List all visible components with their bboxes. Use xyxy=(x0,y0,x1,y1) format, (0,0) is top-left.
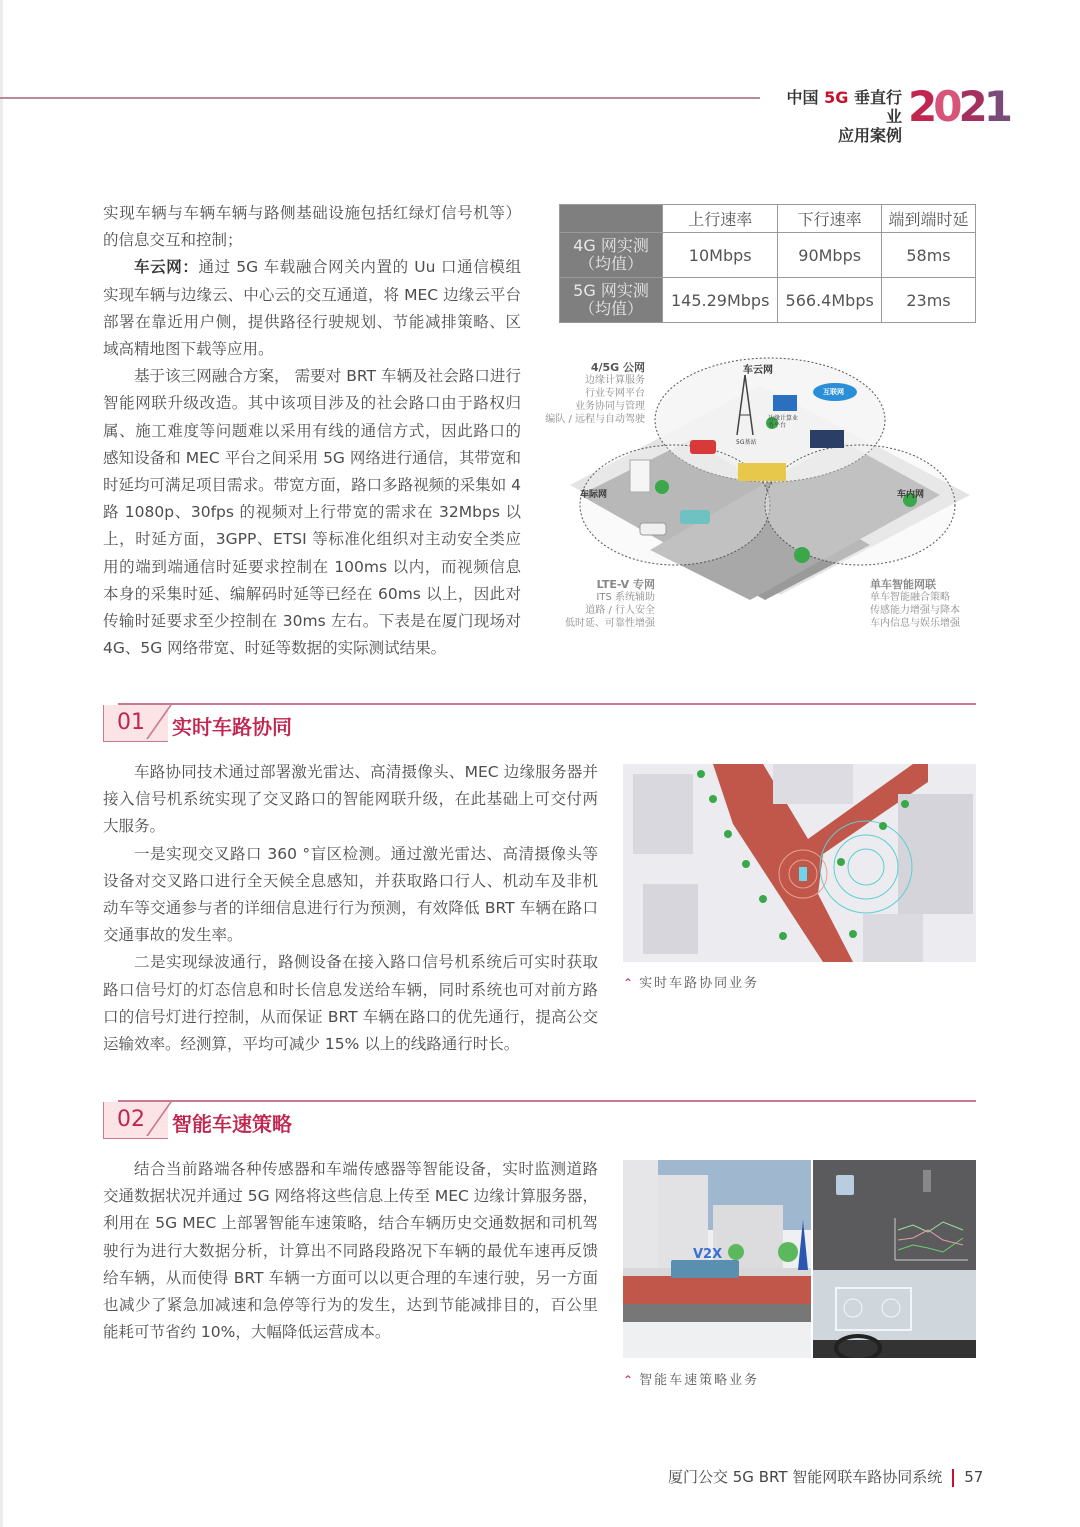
public-net-title: 4/5G 公网 xyxy=(590,361,645,374)
single-vehicle-label xyxy=(870,578,980,630)
year-digit: 1 xyxy=(983,82,1009,131)
section-2-image xyxy=(623,1160,976,1358)
single-vehicle-title: 单车智能网联 xyxy=(870,578,936,591)
tree-icon xyxy=(837,858,845,866)
caption-chevron-icon: ⌃ xyxy=(623,1373,634,1387)
tree-icon xyxy=(778,1242,798,1262)
section-1-caption xyxy=(623,972,759,991)
public-net-label xyxy=(540,361,645,426)
section-2-number: 02 xyxy=(117,1107,145,1132)
table-cell: 90Mbps xyxy=(778,233,882,278)
in-vehicle-net-circle xyxy=(765,445,955,565)
in-vehicle-net-label: 车内网 xyxy=(897,490,925,500)
network-diagram xyxy=(540,345,980,635)
base-station-label: 5G基站 xyxy=(736,439,757,446)
page-footer xyxy=(668,1466,983,1487)
year-digit: 2 xyxy=(908,82,934,131)
table-header: 上行速率 xyxy=(663,205,778,233)
title-line2: 应用案例 xyxy=(837,126,902,145)
bus xyxy=(738,463,786,481)
year-digit: 0 xyxy=(933,82,959,131)
row-header-line: （均值） xyxy=(578,254,643,273)
building xyxy=(863,914,923,962)
row-header xyxy=(560,233,663,278)
section-2-paragraph: 结合当前路端各种传感器和车端传感器等智能设备，实时监测道路交通数据状况并通过 5G 网络将这些信息上传至 MEC 边缘计算服务器，利用在 5G MEC 上部署智能车速策略，结合车辆历史交通数据和司机驾驶行为进行大数据分析，计算出不同路段路况下车辆的最优车速再反馈给车辆，从而使得 BRT 车辆一方面可以以更合理的车速行驶，另一方面也减少了紧急加减速和急停等行为的发生，达到节能减排目的，百公里能耗可节省约 10%，大幅降低运营成本。 xyxy=(103,1160,598,1342)
publication-title xyxy=(772,88,902,145)
tree-icon xyxy=(697,770,705,778)
road-edge xyxy=(623,1304,811,1322)
building xyxy=(773,764,853,804)
brt-lane xyxy=(623,1276,811,1304)
section-1-title: 实时车路协同 xyxy=(172,715,292,739)
public-net-line: 边缘计算服务 xyxy=(585,375,645,386)
page-number: 57 xyxy=(964,1468,984,1486)
server-icon xyxy=(773,395,797,411)
section-2-text xyxy=(103,1156,598,1346)
section-2-caption xyxy=(623,1369,759,1388)
lte-v-label xyxy=(540,578,655,630)
building xyxy=(898,794,973,914)
public-net-line: 编队 / 远程与自动驾驶 xyxy=(545,414,645,425)
intro-paragraph-2 xyxy=(103,254,521,363)
bus-marker xyxy=(799,867,807,881)
lte-v-line: 低时延、可靠性增强 xyxy=(565,618,655,629)
v2v-net-label: 车际网 xyxy=(580,490,608,500)
table-cell: 145.29Mbps xyxy=(663,278,778,323)
caption-text: 智能车速策略业务 xyxy=(639,1373,760,1388)
single-vehicle-line: 传感能力增强与降本 xyxy=(870,605,960,616)
tree-icon xyxy=(742,860,750,868)
caption-chevron-icon: ⌃ xyxy=(623,976,634,990)
page-edge xyxy=(0,0,3,1527)
section-1-paragraph: 一是实现交叉路口 360 °盲区检测。通过激光雷达、高清摄像头等设备对交叉路口进行全天候全息感知，并获取路口行人、机动车及非机动车等交通参与者的详细信息进行行为预测，有效降低 BRT 车辆在路口交通事故的发生率。 xyxy=(103,844,598,945)
section-1-paragraph: 车路协同技术通过部署激光雷达、高清摄像头、MEC 边缘服务器并接入信号机系统实现了交叉路口的智能网联升级，在此基础上可交付两大服务。 xyxy=(103,763,598,836)
truck xyxy=(810,430,844,448)
cloud-net-text: 通过 5G 车载融合网关内置的 Uu 口通信模组实现车辆与边缘云、中心云的交互通道，将 MEC 边缘云平台部署在靠近用户侧，提供路径行驶规划、节能减排策略、区域高精地图下载等应用。 xyxy=(103,258,521,359)
lte-v-line: 道路 / 行人安全 xyxy=(585,605,655,616)
row-header-line: （均值） xyxy=(578,299,643,318)
table-cell: 10Mbps xyxy=(663,233,778,278)
tree-icon xyxy=(794,547,810,563)
network-test-table xyxy=(559,204,976,323)
section-1-number: 01 xyxy=(117,710,145,735)
table-header-row xyxy=(560,205,976,233)
intro-paragraph-1: 实现车辆与车辆车辆与路侧基础设施包括红绿灯信号机等）的信息交互和控制； xyxy=(103,204,521,250)
table-corner xyxy=(560,205,663,233)
section-1-rule xyxy=(118,703,976,705)
speed-strategy-illustration xyxy=(623,1160,976,1358)
cloud-net-label: 车云网 xyxy=(743,365,773,376)
bus-icon xyxy=(836,1175,854,1195)
row-header xyxy=(560,278,663,323)
single-vehicle-line: 单车智能融合策略 xyxy=(870,592,950,603)
tree-icon xyxy=(655,480,669,494)
section-2-title: 智能车速策略 xyxy=(172,1112,292,1136)
intro-paragraph-3: 基于该三网融合方案， 需要对 BRT 车辆及社会路口进行智能网联升级改造。其中该项目涉及的社会路口由于路权归属、施工难度等问题难以采用有线的通信方式，因此路口的感知设备和 MEC 平台之间采用 5G 网络进行通信，其带宽和时延均可满足项目需求。带宽方面，路口多路视频的采集如 4 路 1080p、30fps 的视频对上行带宽的需求在 32Mbps 以上，时延方面，3GPP、ETSI 等标准化组织对主动安全类应用的端到端通信时延要求控制在 100ms 以内，而视频信息本身的采集时延、编解码时延等已经在 60ms 以上，因此对传输时延要求至少控制在 30ms 左右。下表是在厦门现场对 4G、5G 网络带宽、时延等数据的实际测试结果。 xyxy=(103,367,521,658)
lte-v-title: LTE-V 专网 xyxy=(596,578,655,591)
building xyxy=(623,1160,658,1270)
tree-icon xyxy=(759,895,767,903)
tree-icon xyxy=(779,932,787,940)
table-cell: 23ms xyxy=(881,278,975,323)
v2x-label: V2X xyxy=(693,1247,723,1262)
teal-car xyxy=(680,510,710,524)
single-vehicle-line: 车内信息与娱乐增强 xyxy=(870,618,960,629)
intro-text xyxy=(103,200,521,662)
title-5g: 5G xyxy=(824,88,849,107)
building xyxy=(630,460,650,492)
table-header: 端到端时延 xyxy=(881,205,975,233)
internet-label: 互联网 xyxy=(823,388,844,396)
section-1-image xyxy=(623,764,976,962)
year-digit: 2 xyxy=(958,82,984,131)
year-logo xyxy=(908,82,1009,131)
row-header-line: 4G 网实测 xyxy=(573,236,649,255)
section-1-paragraph: 二是实现绿波通行，路侧设备在接入路口信号机系统后可实时获取路口信号灯的灯态信息和时长信息发送给车辆，同时系统也可对前方路口的信号灯进行控制，从而保证 BRT 车辆在路口的优先通行，提高公交运输效率。经测算，平均可减少 15% 以上的线路通行时长。 xyxy=(103,953,598,1054)
section-2-rule xyxy=(118,1100,976,1102)
bus xyxy=(671,1260,739,1278)
lte-v-line: ITS 系统辅助 xyxy=(596,592,655,603)
public-net-line: 业务协同与管理 xyxy=(575,401,645,412)
footer-title: 厦门公交 5G BRT 智能网联车路协同系统 xyxy=(668,1468,943,1486)
title-suffix: 垂直行业 xyxy=(853,88,902,126)
edge-platform-label: 边缘计算业务平台 xyxy=(768,415,799,429)
sensor-icon xyxy=(923,1170,931,1192)
title-prefix: 中国 xyxy=(786,88,819,107)
table-row xyxy=(560,233,976,278)
header-rule xyxy=(0,97,760,99)
tree-icon xyxy=(728,1244,744,1260)
intersection-illustration xyxy=(623,764,976,962)
building xyxy=(633,774,693,854)
table-cell: 58ms xyxy=(881,233,975,278)
table-cell: 566.4Mbps xyxy=(778,278,882,323)
red-car xyxy=(690,440,716,454)
section-1-text xyxy=(103,759,598,1058)
cloud-net-label: 车云网： xyxy=(134,258,199,277)
caption-text: 实时车路协同业务 xyxy=(639,976,760,991)
table-header: 下行速率 xyxy=(778,205,882,233)
building xyxy=(643,884,698,954)
table-row xyxy=(560,278,976,323)
tree-icon xyxy=(879,822,887,830)
row-header-line: 5G 网实测 xyxy=(573,281,649,300)
tree-icon xyxy=(724,830,732,838)
tree-icon xyxy=(849,930,857,938)
tree-icon xyxy=(709,795,717,803)
public-net-line: 行业专网平台 xyxy=(585,388,645,399)
footer-divider xyxy=(952,1469,954,1487)
police-car xyxy=(640,523,666,535)
tree-icon xyxy=(901,800,909,808)
